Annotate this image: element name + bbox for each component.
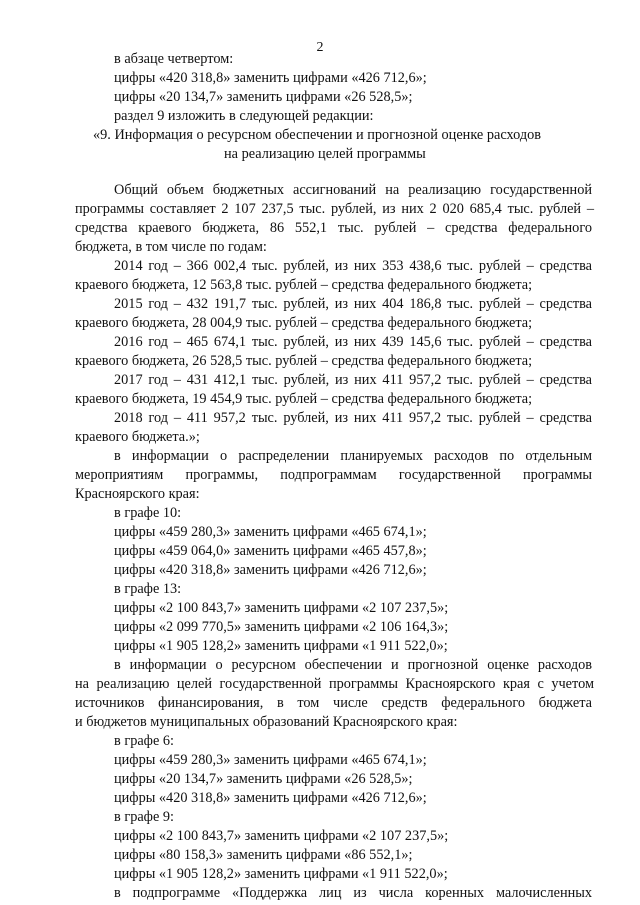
text-line-content: краевого бюджета, 12 563,8 тыс. рублей – средства федерального бюджета; xyxy=(75,277,533,293)
text-line-content: цифры «2 099 770,5» заменить цифрами «2 106 164,3»; xyxy=(114,619,449,635)
text-line xyxy=(114,334,592,351)
text-line xyxy=(75,391,532,408)
text-line xyxy=(114,543,427,560)
text-line-content: 2016 год – 465 674,1 тыс. рублей, из них 439 145,6 тыс. рублей – средства xyxy=(114,334,592,350)
text-line xyxy=(114,89,412,106)
text-line-content: цифры «459 280,3» заменить цифрами «465 674,1»; xyxy=(114,524,427,540)
text-line xyxy=(75,676,594,693)
text-line-content: в информации о распределении планируемых расходов по отдельным xyxy=(114,448,592,464)
text-line xyxy=(224,146,426,163)
text-line xyxy=(114,410,592,427)
text-line-content: цифры «80 158,3» заменить цифрами «86 552,1»; xyxy=(114,847,413,863)
text-line-content: цифры «420 318,8» заменить цифрами «426 712,6»; xyxy=(114,562,427,578)
text-line xyxy=(114,258,592,275)
text-line-content: в подпрограмме «Поддержка лиц из числа коренных малочисленных xyxy=(114,885,592,901)
text-line xyxy=(75,486,200,503)
text-line xyxy=(114,448,592,465)
text-line-content: 2017 год – 431 412,1 тыс. рублей, из них 411 957,2 тыс. рублей – средства xyxy=(114,372,592,388)
text-line-content: средства краевого бюджета, 86 552,1 тыс. рублей – средства федерального xyxy=(75,220,592,236)
text-line-content: цифры «20 134,7» заменить цифрами «26 528,5»; xyxy=(114,771,413,787)
text-line-content: краевого бюджета, 26 528,5 тыс. рублей – средства федерального бюджета; xyxy=(75,353,533,369)
text-line-content: в информации о ресурсном обеспечении и прогнозной оценке расходов xyxy=(114,657,592,673)
text-line-content: и бюджетов муниципальных образований Красноярского края: xyxy=(75,714,458,730)
text-line xyxy=(114,70,427,87)
text-line-content: 2014 год – 366 002,4 тыс. рублей, из них 353 438,6 тыс. рублей – средства xyxy=(114,258,592,274)
text-line-content: цифры «420 318,8» заменить цифрами «426 712,6»; xyxy=(114,790,427,806)
text-line-content: программы составляет 2 107 237,5 тыс. рублей, из них 2 020 685,4 тыс. рублей – xyxy=(75,201,594,217)
text-line-content: на реализацию целей государственной программы Красноярского края с учетом xyxy=(75,676,594,692)
text-line-content: в графе 9: xyxy=(114,809,174,825)
text-line xyxy=(114,296,592,313)
text-line xyxy=(93,127,541,144)
text-line-content: в графе 10: xyxy=(114,505,182,521)
text-line xyxy=(114,847,412,864)
text-line-content: цифры «2 100 843,7» заменить цифрами «2 107 237,5»; xyxy=(114,828,449,844)
text-line xyxy=(75,467,592,484)
text-line-content: 2015 год – 432 191,7 тыс. рублей, из них 404 186,8 тыс. рублей – средства xyxy=(114,296,592,312)
text-line-content: цифры «1 905 128,2» заменить цифрами «1 911 522,0»; xyxy=(114,638,448,654)
text-line xyxy=(114,809,174,826)
text-line-content: цифры «459 280,3» заменить цифрами «465 674,1»; xyxy=(114,752,427,768)
text-line xyxy=(75,277,532,294)
text-line-content: краевого бюджета.»; xyxy=(75,429,200,445)
text-line xyxy=(114,638,448,655)
text-line-content: краевого бюджета, 28 004,9 тыс. рублей – средства федерального бюджета; xyxy=(75,315,533,331)
text-line xyxy=(114,372,592,389)
text-line xyxy=(75,201,594,218)
text-line xyxy=(114,562,427,579)
text-line-content: цифры «20 134,7» заменить цифрами «26 528,5»; xyxy=(114,89,413,105)
text-line-content: источников финансирования, в том числе средств федерального бюджета xyxy=(75,695,592,711)
text-line xyxy=(75,220,592,237)
text-line-content: краевого бюджета, 19 454,9 тыс. рублей – средства федерального бюджета; xyxy=(75,391,533,407)
text-line-content: мероприятиям программы, подпрограммам государственной программы xyxy=(75,467,592,483)
text-line-content: раздел 9 изложить в следующей редакции: xyxy=(114,108,374,124)
text-line xyxy=(114,733,174,750)
text-line xyxy=(75,714,457,731)
text-line xyxy=(114,866,448,883)
text-line-content: «9. Информация о ресурсном обеспечении и прогнозной оценке расходов xyxy=(93,127,541,143)
text-line xyxy=(114,581,181,598)
text-line xyxy=(75,695,592,712)
text-line-content: бюджета, в том числе по годам: xyxy=(75,239,267,255)
text-line xyxy=(114,790,427,807)
text-line xyxy=(114,182,592,199)
text-line xyxy=(114,885,592,902)
text-line-content: цифры «2 100 843,7» заменить цифрами «2 107 237,5»; xyxy=(114,600,449,616)
text-line xyxy=(114,505,181,522)
text-line-content: цифры «1 905 128,2» заменить цифрами «1 911 522,0»; xyxy=(114,866,448,882)
text-line xyxy=(114,600,448,617)
page-number: 2 xyxy=(316,40,324,55)
text-line-content: в абзаце четвертом: xyxy=(114,51,234,67)
text-line xyxy=(114,619,448,636)
text-line xyxy=(75,429,200,446)
text-line-content: 2018 год – 411 957,2 тыс. рублей, из них 411 957,2 тыс. рублей – средства xyxy=(114,410,592,426)
text-line xyxy=(114,828,448,845)
text-line xyxy=(114,657,592,674)
text-line xyxy=(114,108,373,125)
text-line-content: на реализацию целей программы xyxy=(224,146,426,162)
text-line xyxy=(114,752,427,769)
text-line-content: в графе 13: xyxy=(114,581,182,597)
text-line xyxy=(75,239,267,256)
text-line xyxy=(114,51,233,68)
text-line xyxy=(75,353,532,370)
text-line-content: в графе 6: xyxy=(114,733,174,749)
text-line xyxy=(114,771,412,788)
text-line-content: цифры «459 064,0» заменить цифрами «465 457,8»; xyxy=(114,543,427,559)
text-line xyxy=(75,315,532,332)
text-line-content: Общий объем бюджетных ассигнований на реализацию государственной xyxy=(114,182,592,198)
text-line-content: цифры «420 318,8» заменить цифрами «426 712,6»; xyxy=(114,70,427,86)
text-line-content: Красноярского края: xyxy=(75,486,200,502)
text-line xyxy=(114,524,427,541)
